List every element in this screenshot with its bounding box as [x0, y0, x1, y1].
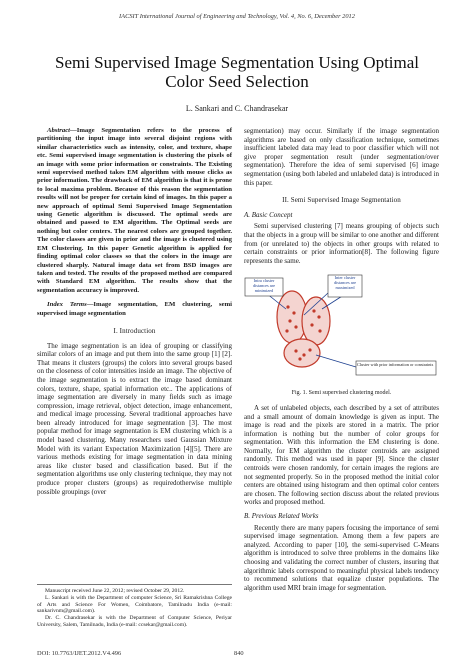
figure-caption: Fig. 1. Semi supervised clustering model. [291, 390, 392, 397]
abstract-lead: Abstract [47, 127, 71, 134]
subsection-heading-basic-concept: A. Basic Concept [244, 210, 293, 219]
right-column [244, 127, 439, 592]
section-heading-introduction: I. Introduction [113, 326, 156, 335]
basic-concept-paragraph: Semi supervised clustering [7] means grouping of objects such that the objects in a group will be similar to one another and different from (or unrelated to) the objects in other groups with related to certain constraints or prior information[8]. The following figure represents the same. [244, 222, 439, 265]
abstract-body: —Image Segmentation refers to the process of partitioning the input image into several disjoint regions with similar characteristics such as intensity, color, and texture, shape etc. Semi supervised image segmentation is clustering the pixels of an image with some prior information or constraints. The Existing semi supervised method takes EM algorithm with mouse clicks as prior information. The drawback of EM algorithm is that it is prone to local maxima problem. Because of this reason the segmentation results will not be proper for certain kind of images. In this paper a new approach of optimal Semi Supervised Image Segmentation using Genetic algorithm is discussed. The optimal seeds are obtained and passed to EM algorithm. The Optimal seeds are nothing but color centers. The nearest colors are grouped together. The color classes are given in prior and the image is clustered using EM Clustering. In this paper Genetic algorithm is applied for finding optimal color classes so that the colors in the image are clustered sharply. Natural image data set from BSD images are taken and tested. The results of the proposed method are compared with Standard EM algorithm. The results show that the segmentation accuracy is improved. [37, 127, 232, 294]
footnote-author-1: L. Sankari is with the Department of computer Science, Sri Ramakrishna College of Arts and Science For Women, Coimbatore, Tamilnadu India (e-mail: sankarivnm@gmail.com). [37, 594, 232, 615]
footnote-manuscript: Manuscript received June 22, 2012; revised October 29, 2012. [45, 588, 185, 594]
index-terms-body: —Image segmentation, EM clustering, semi supervised image segmentation [37, 301, 232, 317]
abstract [37, 127, 232, 295]
authors: L. Sankari and C. Chandrasekar [185, 104, 289, 113]
intro-paragraph: The image segmentation is an idea of grouping or classifying similar colors of an image and put them into the same group [1] [2]. That means it clusters (groups) the colors into several groups based on the closeness of color intensities inside an image. The objective of the image segmentation is to extract the image based dominant colors, texture, shape, spatial information etc.. The applications of image segmentation are diversely in many fields such as image compression, image retrieval, object detection, image enhancement, and medical image processing. Several traditional approaches have been already introduced for image segmentation [3]. The most popular method for image segmentation is EM clustering which is a model based clustering. Many researchers used Gaussian Mixture Model with its variant Expectation Maximization [4][5]. There are various methods existing for image segmentation in data mining areas like cluster based and classification based. But if the segmentation algorithms use only clustering technique, they may not produce proper clusters (groups) as requiredotherwise multiple possible groupings (over [37, 341, 232, 496]
footnotes [37, 584, 232, 629]
continued-paragraph: segmentation) may occur. Similarly if the image segmentation algorithms are based on only classification technique, sometimes insufficient labeled data may lead to poor classifier which will not give proper segmentation result (under segmentation/over segmentation). Therefore the idea of semi supervised [6] image segmentation (using both labeled and unlabeled data) is introduced in this paper. [244, 127, 439, 187]
label-intra-cluster: Intra cluster distances are minimized [252, 278, 276, 293]
footnote-author-2: Dr. C. Chandrasekar is with the Department of Computer Science, Periyar University, Salem, Tamilnadu, India (e-mail: ccsekar@gmail.com). [37, 615, 232, 628]
index-terms [37, 301, 232, 318]
journal-header: IACSIT International Journal of Engineering and Technology, Vol. 4, No. 6, December 2012 [119, 13, 355, 20]
doi: DOI: 10.7763/IJET.2012.V4.496 [37, 650, 122, 657]
subsection-heading-previous-works: B. Previous Related Works [244, 512, 319, 521]
index-terms-lead: Index Terms [47, 301, 87, 309]
label-inter-cluster: Inter cluster distances are maximized [333, 275, 357, 290]
left-column [37, 127, 232, 496]
page-number: 840 [234, 650, 244, 657]
previous-works-paragraph: Recently there are many papers focusing the importance of semi supervised image segmentation. Among them a few papers are analyzed. According to paper [10], the semi-supervised C-Means algorithm is introduced to solve three problems in the domains like choosing and validating the correct number of clusters, insuring that algorithmic labels correspond to meaningful physical labels tendency to recommend solutions that equalize cluster populations. The algorithm used MRI brain image for segmentation. [244, 523, 439, 592]
unlabeled-objects-paragraph: A set of unlabeled objects, each described by a set of attributes and a small amount of domain knowledge is given as input. The image is read and the pixels are stored in a matrix. The prior information is nothing but the number of color groups for segmentation. With this information the EM clustering is done. Normally, for EM algorithm the cluster centroids are assigned randomly. This method was used in paper [9]. Since the cluster centroids were chosen randomly, for certain images the regions are not segmented properly. So in the proposed method the initial color centers are obtained using histogram and then optimal color centers are chosen. The following section discuss about the related previous works and proposed method. [244, 403, 439, 507]
cluster-bottom [284, 339, 320, 367]
section-heading-semi-supervised: II. Semi Supervised Image Segmentation [282, 196, 401, 205]
paper-title: Semi Supervised Image Segmentation Using Optimal Color Seed Selection [54, 53, 420, 91]
figure-clustering-model [244, 271, 439, 387]
label-prior-info: Cluster with prior information or constraints [357, 362, 434, 368]
